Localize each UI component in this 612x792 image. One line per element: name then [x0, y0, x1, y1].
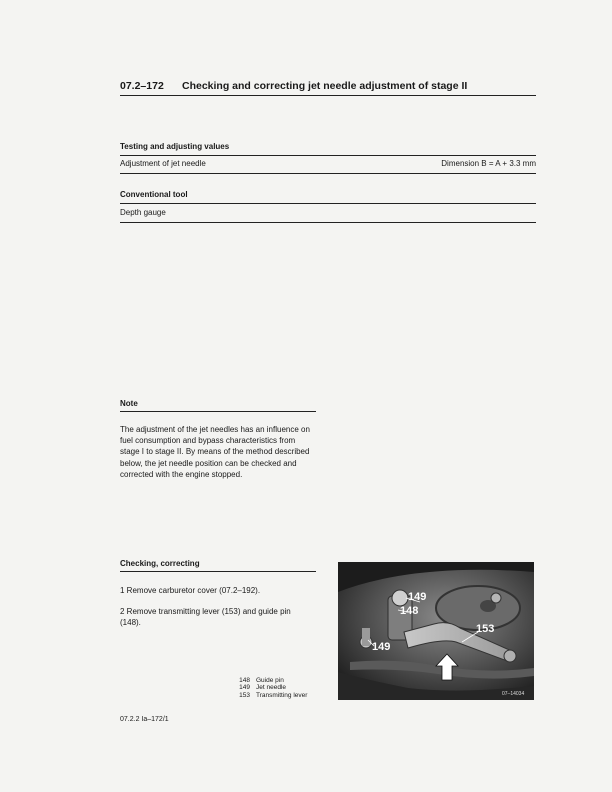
tool-heading: Conventional tool — [120, 190, 188, 199]
procedure-step-2-line: (148). — [120, 618, 141, 628]
lever-pivot — [504, 650, 516, 662]
procedure-rule — [120, 571, 316, 572]
note-line: stage I to stage II. By means of the method described — [120, 447, 310, 457]
testing-rule-top — [120, 155, 536, 156]
tool-rule-top — [120, 203, 536, 204]
legend-number: 148 — [239, 677, 250, 684]
header-rule — [120, 95, 536, 96]
callout-label: 149 — [408, 591, 427, 603]
legend-number: 149 — [239, 684, 250, 692]
testing-value: Dimension B = A + 3.3 mm — [441, 159, 536, 168]
procedure-step-2-line: 2 Remove transmitting lever (153) and guide pin — [120, 607, 291, 616]
testing-label: Adjustment of jet needle — [120, 159, 206, 168]
housing-screw — [491, 593, 501, 603]
note-heading: Note — [120, 399, 138, 408]
jet-needle-top — [392, 590, 408, 606]
legend-item — [233, 684, 307, 691]
figure-code: 07–14034 — [502, 691, 525, 697]
legend-text: Jet needle — [256, 684, 286, 692]
carburetor-photo — [338, 562, 534, 700]
legend-item — [233, 692, 307, 699]
section-code: 07.2–172 — [120, 80, 164, 92]
testing-heading: Testing and adjusting values — [120, 142, 230, 151]
legend-text: Transmitting lever — [256, 691, 308, 699]
legend-text: Guide pin — [256, 677, 284, 684]
legend-number: 153 — [239, 691, 250, 699]
callout-label: 148 — [400, 605, 419, 617]
note-line: The adjustment of the jet needles has an influence on — [120, 425, 310, 434]
jet-needle-shaft — [362, 628, 370, 646]
figure-legend — [233, 677, 307, 699]
note-line: corrected with the engine stopped. — [120, 469, 243, 479]
legend-item — [233, 677, 307, 684]
tool-item: Depth gauge — [120, 208, 166, 217]
procedure-step-2 — [120, 606, 291, 628]
procedure-step-1: 1 Remove carburetor cover (07.2–192). — [120, 586, 261, 595]
page-footer: 07.2.2 Ia–172/1 — [120, 716, 169, 723]
note-rule — [120, 411, 316, 412]
tool-rule-bottom — [120, 222, 536, 223]
page-title: Checking and correcting jet needle adjustment of stage II — [182, 80, 468, 92]
carburetor-photo-drawing — [338, 562, 534, 700]
procedure-heading: Checking, correcting — [120, 559, 200, 568]
callout-label: 153 — [476, 623, 495, 635]
testing-rule-bottom — [120, 173, 536, 174]
note-line: below, the jet needle position can be checked and — [120, 458, 297, 468]
callout-label: 149 — [372, 641, 391, 653]
note-line: fuel consumption and bypass characteristics from — [120, 436, 296, 446]
note-text — [120, 424, 318, 480]
